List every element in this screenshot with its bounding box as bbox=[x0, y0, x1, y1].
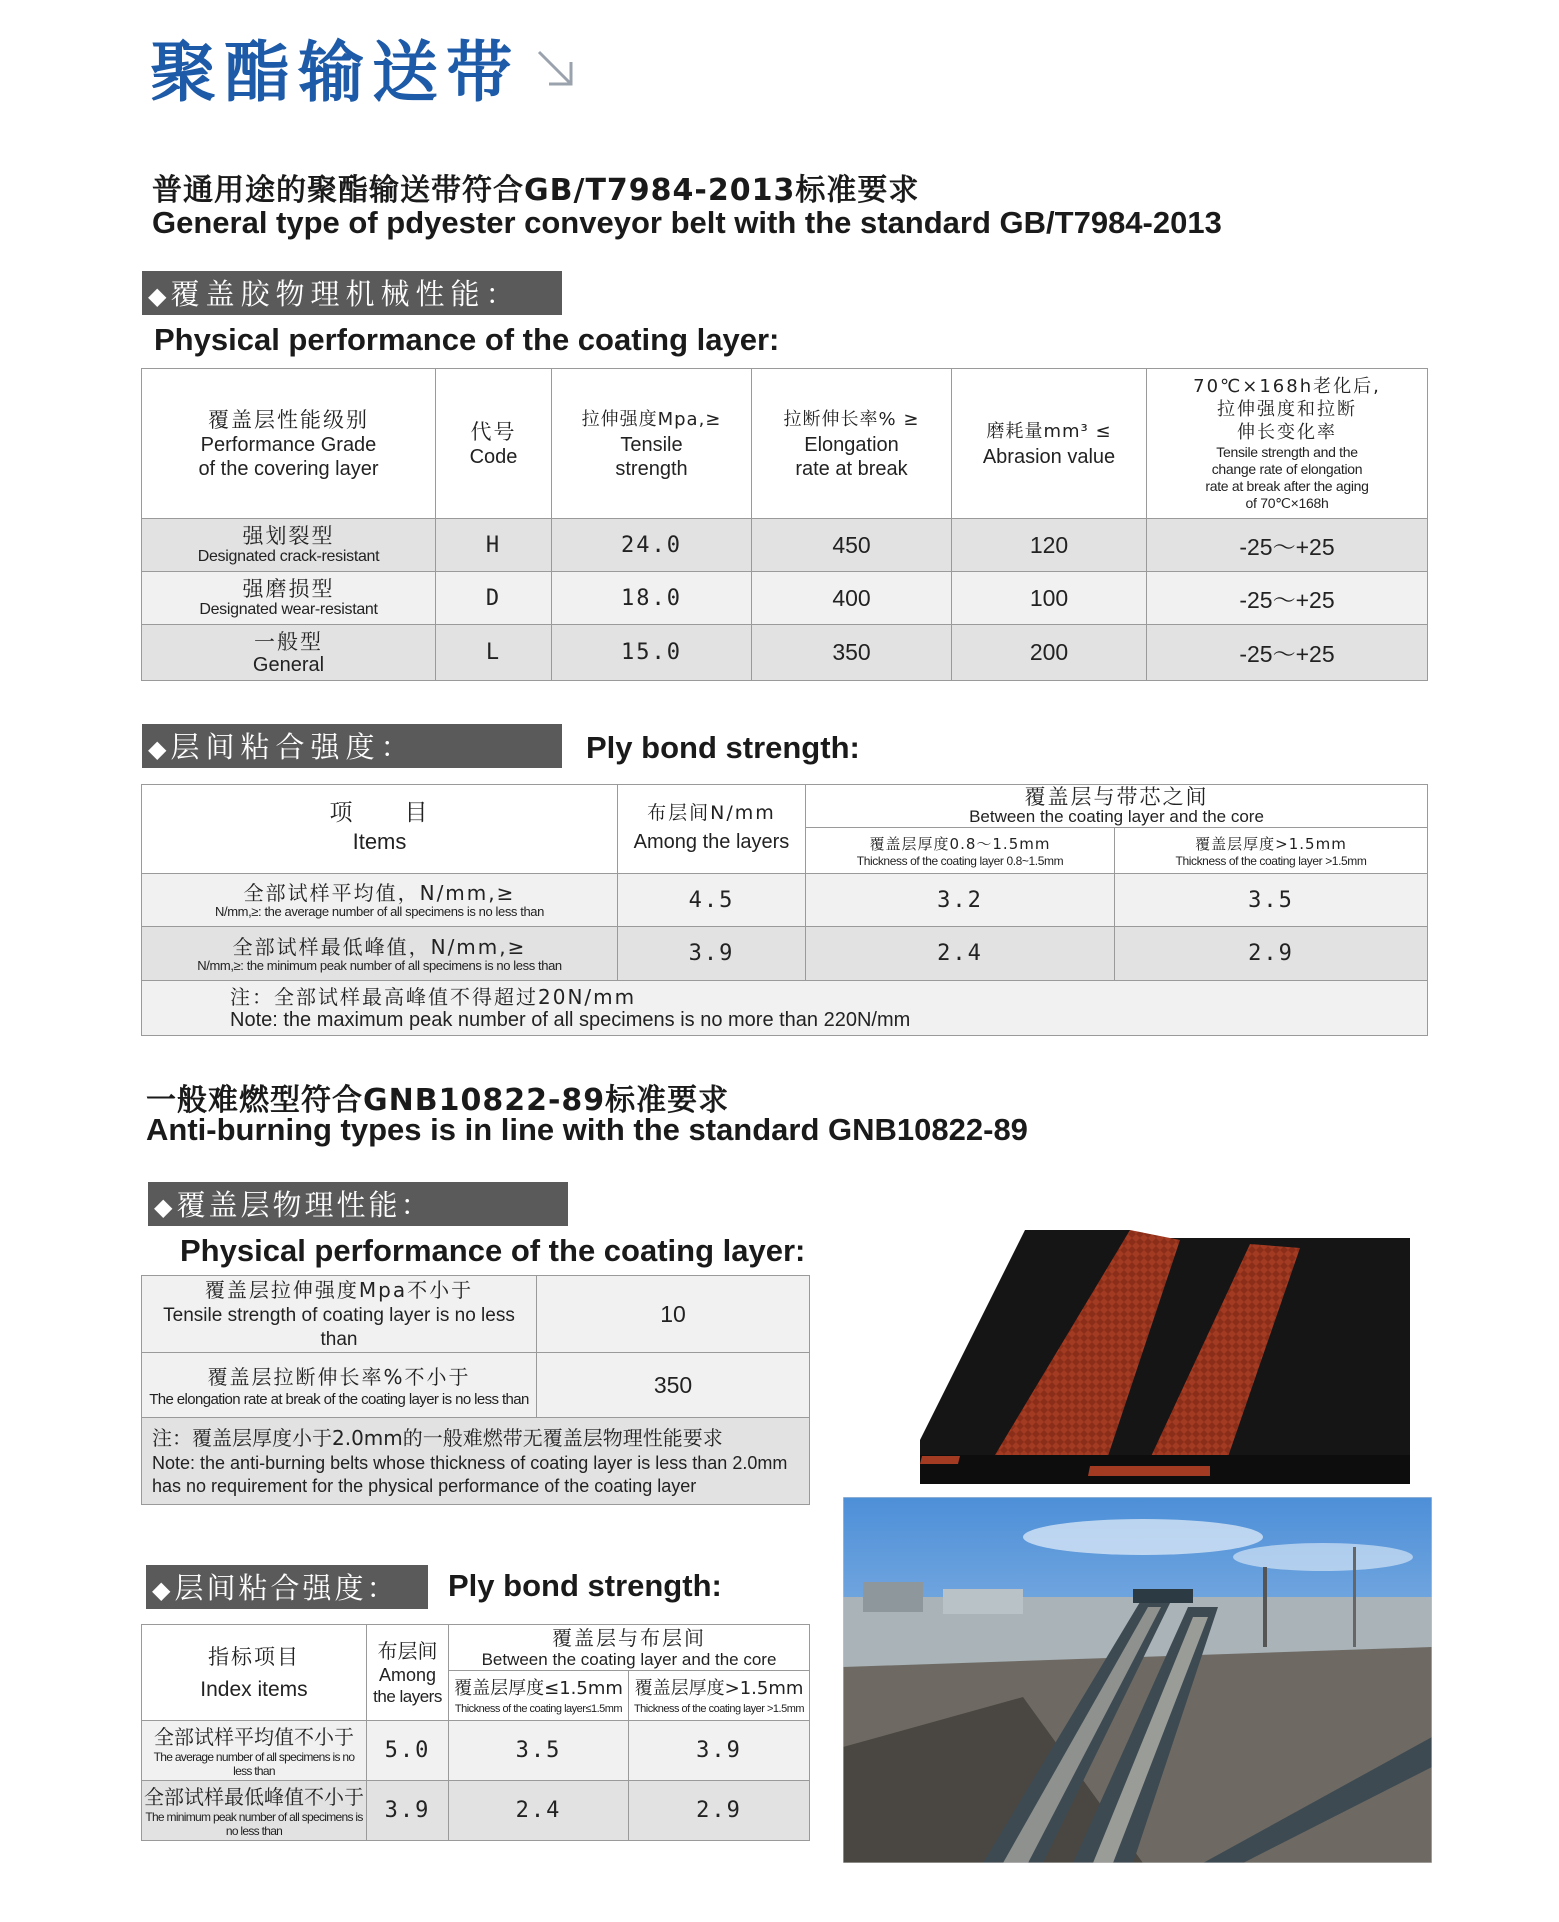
arrow-down-right-icon bbox=[535, 48, 577, 90]
coating-title-en: Physical performance of the coating layer: bbox=[180, 1233, 806, 1268]
code-cell: D bbox=[436, 572, 552, 625]
table-row bbox=[142, 927, 1428, 981]
abrasion-cell: 200 bbox=[952, 625, 1147, 681]
table-header-row bbox=[142, 369, 1428, 519]
thick-value: 2.9 bbox=[1115, 927, 1428, 981]
row-value: 350 bbox=[537, 1353, 810, 1418]
header-tensile: 拉伸强度Mpa,≥ Tensile strength bbox=[552, 369, 752, 519]
thin-value: 2.4 bbox=[806, 927, 1115, 981]
row-label: 全部试样最低峰值，N/mm,≥ N/mm,≥: the minimum peak number of all specimens is no less than bbox=[142, 927, 618, 981]
row-label: 全部试样最低峰值不小于 The minimum peak number of all specimens is no less than bbox=[142, 1781, 367, 1841]
diamond-icon: ◆ bbox=[148, 282, 167, 310]
table-header-row bbox=[142, 785, 1428, 828]
header-among-layers: 布层间 Among the layers bbox=[367, 1625, 449, 1721]
elongation-cell: 350 bbox=[752, 625, 952, 681]
grade-cell: 强磨损型 Designated wear-resistant bbox=[142, 572, 436, 625]
diamond-icon: ◆ bbox=[148, 735, 167, 763]
thick-value: 3.9 bbox=[629, 1721, 810, 1781]
note-row bbox=[142, 981, 1428, 1036]
diamond-icon: ◆ bbox=[152, 1576, 171, 1604]
table-row bbox=[142, 1781, 810, 1841]
tensile-cell: 15.0 bbox=[552, 625, 752, 681]
table-row bbox=[142, 572, 1428, 625]
grade-cell: 一般型 General bbox=[142, 625, 436, 681]
table-row bbox=[142, 874, 1428, 927]
ply-bond-bar bbox=[142, 724, 562, 768]
header-code: 代号 Code bbox=[436, 369, 552, 519]
code-cell: L bbox=[436, 625, 552, 681]
header-thick-coating: 覆盖层厚度>1.5mm Thickness of the coating layer >1.5mm bbox=[1115, 828, 1428, 874]
header-abrasion: 磨耗量mm³ ≤ Abrasion value bbox=[952, 369, 1147, 519]
tensile-cell: 18.0 bbox=[552, 572, 752, 625]
row-value: 10 bbox=[537, 1276, 810, 1353]
conveyor-belt-product-image bbox=[920, 1230, 1410, 1484]
table-row bbox=[142, 1721, 810, 1781]
header-between: 覆盖层与带芯之间 Between the coating layer and the core bbox=[806, 785, 1428, 828]
thick-value: 2.9 bbox=[629, 1781, 810, 1841]
table-row bbox=[142, 1353, 810, 1418]
header-between: 覆盖层与布层间 Between the coating layer and the core bbox=[449, 1625, 810, 1671]
coating-bar-label: 覆盖胶物理机械性能： bbox=[170, 277, 521, 311]
aging-cell: -25～+25 bbox=[1147, 572, 1428, 625]
note-cell: 注：覆盖层厚度小于2.0mm的一般难燃带无覆盖层物理性能要求 Note: the anti-burning belts whose thickness of coating layer is less than 2.0mm has no requirement for the physical performance of the coating layer bbox=[142, 1418, 810, 1505]
table-header-row bbox=[142, 1625, 810, 1671]
header-items: 项 目 Items bbox=[142, 785, 618, 874]
among-value: 3.9 bbox=[618, 927, 806, 981]
ply-bond-table bbox=[141, 784, 1428, 1036]
ply-bar-label: 层间粘合强度： bbox=[174, 1571, 399, 1605]
header-thin-coating: 覆盖层厚度0.8～1.5mm Thickness of the coating layer 0.8~1.5mm bbox=[806, 828, 1115, 874]
diamond-icon: ◆ bbox=[154, 1193, 173, 1221]
page-title: 聚酯输送带 bbox=[150, 34, 520, 111]
thin-value: 2.4 bbox=[449, 1781, 629, 1841]
row-label: 覆盖层拉伸强度Mpa不小于 Tensile strength of coating layer is no less than bbox=[142, 1276, 537, 1353]
note-row bbox=[142, 1418, 810, 1505]
elongation-cell: 450 bbox=[752, 519, 952, 572]
header-among-layers: 布层间N/mm Among the layers bbox=[618, 785, 806, 874]
among-value: 4.5 bbox=[618, 874, 806, 927]
thin-value: 3.2 bbox=[806, 874, 1115, 927]
header-elongation: 拉断伸长率% ≥ Elongation rate at break bbox=[752, 369, 952, 519]
section1-heading-cn: 普通用途的聚酯输送带符合GB/T7984-2013标准要求 bbox=[152, 173, 920, 208]
row-label: 全部试样平均值，N/mm,≥ N/mm,≥: the average number of all specimens is no less than bbox=[142, 874, 618, 927]
abrasion-cell: 100 bbox=[952, 572, 1147, 625]
table-row bbox=[142, 519, 1428, 572]
thick-value: 3.5 bbox=[1115, 874, 1428, 927]
aging-cell: -25～+25 bbox=[1147, 519, 1428, 572]
table-row bbox=[142, 1276, 810, 1353]
coating-physical-bar bbox=[148, 1182, 568, 1226]
coating-performance-bar bbox=[142, 271, 562, 315]
among-value: 3.9 bbox=[367, 1781, 449, 1841]
header-index-items: 指标项目 Index items bbox=[142, 1625, 367, 1721]
header-thick-coating: 覆盖层厚度>1.5mm Thickness of the coating layer >1.5mm bbox=[629, 1671, 810, 1721]
header-grade: 覆盖层性能级别 Performance Grade of the covering layer bbox=[142, 369, 436, 519]
note-cell: 注：全部试样最高峰值不得超过20N/mm Note: the maximum peak number of all specimens is no more than 220N/mm bbox=[142, 981, 1428, 1036]
conveyor-site-photo bbox=[843, 1497, 1432, 1863]
row-label: 覆盖层拉断伸长率%不小于 The elongation rate at break of the coating layer is no less than bbox=[142, 1353, 537, 1418]
abrasion-cell: 120 bbox=[952, 519, 1147, 572]
header-thin-coating: 覆盖层厚度≤1.5mm Thickness of the coating layer≤1.5mm bbox=[449, 1671, 629, 1721]
coating-physical-table bbox=[141, 1275, 810, 1505]
coating-title-en: Physical performance of the coating layer: bbox=[154, 322, 780, 357]
section1-heading-en: General type of pdyester conveyor belt with the standard GB/T7984-2013 bbox=[152, 205, 1222, 240]
grade-cell: 强划裂型 Designated crack-resistant bbox=[142, 519, 436, 572]
aging-cell: -25～+25 bbox=[1147, 625, 1428, 681]
ply-bar-label: 层间粘合强度： bbox=[170, 730, 416, 764]
ply-title-en: Ply bond strength: bbox=[448, 1568, 722, 1603]
elongation-cell: 400 bbox=[752, 572, 952, 625]
among-value: 5.0 bbox=[367, 1721, 449, 1781]
row-label: 全部试样平均值不小于 The average number of all specimens is no less than bbox=[142, 1721, 367, 1781]
ply-title-en: Ply bond strength: bbox=[586, 730, 860, 765]
section2-heading-en: Anti-burning types is in line with the standard GNB10822-89 bbox=[146, 1112, 1028, 1147]
coating-performance-table bbox=[141, 368, 1428, 681]
coating-bar-label: 覆盖层物理性能： bbox=[176, 1188, 433, 1222]
tensile-cell: 24.0 bbox=[552, 519, 752, 572]
code-cell: H bbox=[436, 519, 552, 572]
thin-value: 3.5 bbox=[449, 1721, 629, 1781]
section2-heading-cn: 一般难燃型符合GNB10822-89标准要求 bbox=[146, 1083, 730, 1118]
header-aging: 70℃×168h老化后, 拉伸强度和拉断 伸长变化率 Tensile strength and the change rate of elongation rate at break after the aging of 70℃×168h bbox=[1147, 369, 1428, 519]
table-row bbox=[142, 625, 1428, 681]
ply-bond-bar-2 bbox=[146, 1565, 428, 1609]
ply-bond-table-2 bbox=[141, 1624, 810, 1841]
